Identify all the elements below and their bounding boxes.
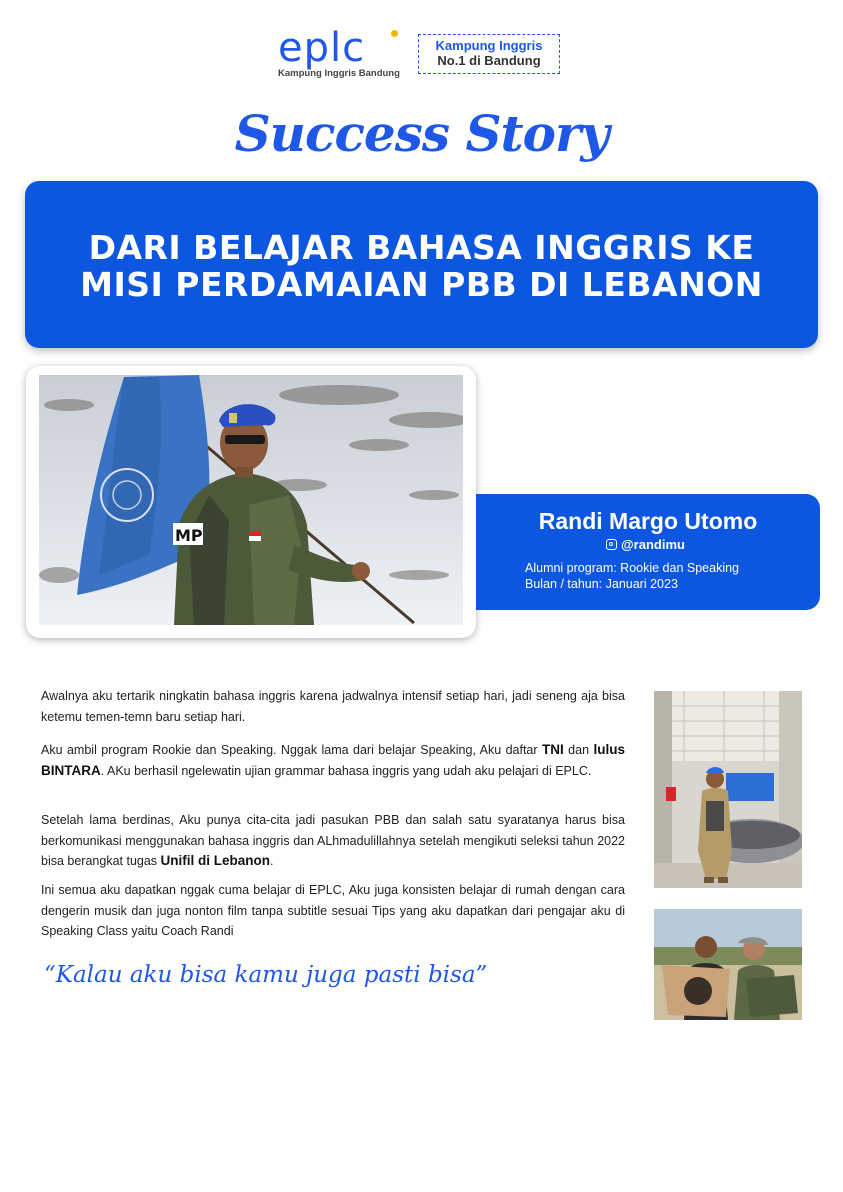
p3-text-a: Setelah lama berdinas, Aku punya cita-cita jadi pasukan PBB dan salah satu syaratanya harus bisa berkomunikasi menggunakan bahasa inggris dan ALhmadulillahnya setelah mengikuti seleksi tahun 2022 bisa berangkat tugas	[41, 813, 625, 868]
story-paragraph-4: Ini semua aku dapatkan nggak cuma belajar di EPLC, Aku juga konsisten belajar di rumah dengan cara dengerin musik dan juga nonton film tanpa subtitle sesuai Tips yang aku dapatkan dari pengajar aku di Speaking Class yaitu Coach Randi	[41, 883, 625, 938]
logo-tagline: Kampung Inggris Bandung	[278, 68, 400, 79]
p2-text-mid: dan	[563, 743, 594, 757]
p2-bold-tni: TNI	[541, 742, 564, 757]
story-paragraph-1: Awalnya aku tertarik ningkatin bahasa inggris karena jadwalnya intensif setiap hari, jadi seneng aja bisa ketemu temen-temn baru setiap hari.	[41, 689, 625, 724]
testimonial-quote: “Kalau aku bisa kamu juga pasti bisa”	[44, 962, 488, 988]
airport-photo	[654, 691, 802, 888]
logo-dot	[391, 30, 398, 37]
alumni-period: Bulan / tahun: Januari 2023	[525, 577, 678, 591]
alumni-program: Alumni program: Rookie dan Speaking	[525, 561, 740, 575]
instagram-text: @randimu	[621, 537, 685, 552]
headline-line2: MISI PERDAMAIAN PBB DI LEBANON	[80, 265, 763, 304]
badge-line1: Kampung Inggris	[435, 38, 543, 53]
headline-line1: DARI BELAJAR BAHASA INGGRIS KE	[88, 228, 755, 267]
profile-name: Randi Margo Utomo	[538, 508, 758, 534]
badge-line2: No.1 di Bandung	[437, 53, 541, 68]
ranking-badge	[418, 34, 560, 74]
story-paragraph-3	[41, 810, 625, 872]
instagram-handle[interactable]	[606, 537, 685, 552]
story-paragraph-2	[41, 740, 625, 781]
p2-text-a: Aku ambil program Rookie dan Speaking. Nggak lama dari belajar Speaking, Aku daftar	[41, 743, 542, 757]
p3-bold-unifil: Unifil di Lebanon	[160, 853, 271, 868]
page-title: Success Story	[234, 104, 609, 163]
p3-text-c: .	[270, 854, 274, 868]
main-photo	[39, 375, 463, 625]
eplc-logo: eplc	[278, 25, 366, 71]
p2-text-c: . AKu berhasil ngelewatin ujian grammar bahasa inggris yang udah aku pelajari di EPLC.	[100, 763, 592, 778]
p2-bold-bintara: lulus BINTARA	[41, 742, 625, 778]
svg-text:MP: MP	[175, 526, 203, 545]
group-photo	[654, 909, 802, 1020]
instagram-icon	[606, 539, 617, 550]
